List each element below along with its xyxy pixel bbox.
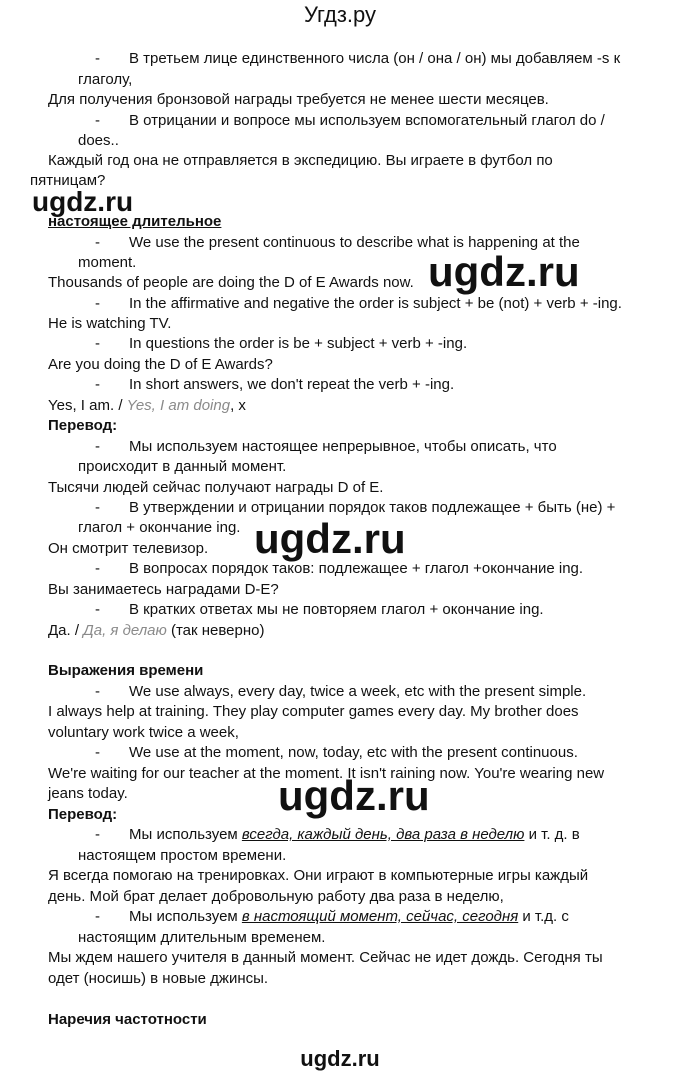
text-line: Он смотрит телевизор.: [48, 540, 209, 557]
text-line: Вы занимаетесь наградами D-E?: [48, 581, 279, 598]
bullet-dash: -: [95, 908, 100, 925]
incorrect-example: Да, я делаю: [83, 622, 167, 639]
section-heading: настоящее длительное: [48, 213, 222, 230]
text-line: [129, 908, 569, 926]
text-line: does..: [78, 132, 119, 149]
text-line: Каждый год она не отправляется в экспедицию. Вы играете в футбол по: [48, 152, 553, 169]
text-line: [48, 622, 264, 640]
text-line: I always help at training. They play computer games every day. My brother does: [48, 703, 579, 720]
text-line: В утверждении и отрицании порядок таков подлежащее + быть (не) +: [129, 499, 616, 516]
text-line: [129, 826, 580, 844]
bullet-dash: -: [95, 295, 100, 312]
text-line: Мы ждем нашего учителя в данный момент. Сейчас не идет дождь. Сегодня ты: [48, 949, 603, 966]
text-line: В вопросах порядок таков: подлежащее + глагол +окончание ing.: [129, 560, 584, 577]
text-line: We use at the moment, now, today, etc with the present continuous.: [129, 744, 578, 761]
bullet-dash: -: [95, 335, 100, 352]
text-line: We use the present continuous to describe what is happening at the: [129, 234, 580, 251]
text-line: день. Мой брат делает добровольную работу два раза в неделю,: [48, 888, 504, 905]
bullet-dash: -: [95, 683, 100, 700]
section-heading: Перевод:: [48, 417, 118, 434]
text-line: [48, 397, 246, 415]
section-heading: Наречия частотности: [48, 1011, 207, 1028]
bullet-dash: -: [95, 499, 100, 516]
text-line: Thousands of people are doing the D of E Awards now.: [48, 274, 414, 291]
text-span: и т.д. с: [518, 908, 569, 925]
text-line: We use always, every day, twice a week, etc with the present simple.: [129, 683, 587, 700]
text-line: moment.: [78, 254, 137, 271]
site-header[interactable]: Угдз.ру: [303, 2, 377, 27]
text-span: Мы используем: [129, 908, 242, 925]
emphasized-phrase: в настоящий момент, сейчас, сегодня: [241, 908, 519, 925]
text-line: Для получения бронзовой награды требуется не менее шести месяцев.: [48, 91, 549, 108]
bullet-dash: -: [95, 601, 100, 618]
watermark: ugdz.ru: [278, 772, 430, 819]
bullet-dash: -: [95, 112, 100, 129]
text-line: Are you doing the D of E Awards?: [48, 356, 273, 373]
incorrect-example: Yes, I am doing: [126, 397, 231, 414]
emphasized-phrase: всегда, каждый день, два раза в неделю: [241, 826, 525, 843]
section-heading: Перевод:: [48, 806, 118, 823]
text-span: Мы используем: [129, 826, 242, 843]
text-line: одет (носишь) в новые джинсы.: [48, 970, 269, 987]
text-line: глагол + окончание ing.: [78, 519, 241, 536]
text-line: In short answers, we don't repeat the verb + -ing.: [129, 376, 455, 393]
bullet-dash: -: [95, 744, 100, 761]
watermark: ugdz.ru: [254, 515, 406, 562]
text-line: настоящим длительным временем.: [78, 929, 326, 946]
text-line: пятницам?: [30, 172, 106, 189]
watermark: ugdz.ru: [428, 248, 580, 295]
bullet-dash: -: [95, 826, 100, 843]
text-span: Да. /: [48, 622, 84, 639]
text-line: jeans today.: [48, 785, 128, 802]
bullet-dash: -: [95, 234, 100, 251]
bullet-dash: -: [95, 50, 100, 67]
footer-watermark[interactable]: ugdz.ru: [300, 1046, 380, 1071]
text-line: настоящем простом времени.: [78, 847, 287, 864]
bullet-dash: -: [95, 560, 100, 577]
text-line: He is watching TV.: [48, 315, 172, 332]
text-line: Тысячи людей сейчас получают награды D of E.: [48, 479, 384, 496]
text-line: В третьем лице единственного числа (он / она / он) мы добавляем -s к: [129, 50, 621, 67]
text-span: (так неверно): [166, 622, 265, 639]
text-line: В кратких ответах мы не повторяем глагол + окончание ing.: [129, 601, 544, 618]
text-span: Yes, I am. /: [48, 397, 127, 414]
text-line: В отрицании и вопросе мы используем вспомогательный глагол do /: [129, 112, 605, 129]
bullet-dash: -: [95, 438, 100, 455]
bullet-dash: -: [95, 376, 100, 393]
text-line: Мы используем настоящее непрерывное, чтобы описать, что: [129, 438, 557, 455]
text-span: и т. д. в: [524, 826, 580, 843]
text-line: voluntary work twice a week,: [48, 724, 239, 741]
text-line: Я всегда помогаю на тренировках. Они играют в компьютерные игры каждый: [48, 867, 589, 884]
section-heading: Выражения времени: [48, 662, 204, 679]
text-line: In the affirmative and negative the order is subject + be (not) + verb + -ing.: [129, 295, 622, 312]
text-line: We're waiting for our teacher at the moment. It isn't raining now. You're wearing new: [48, 765, 605, 782]
text-line: происходит в данный момент.: [78, 458, 287, 475]
text-line: глаголу,: [78, 71, 133, 88]
text-span: , x: [230, 397, 246, 414]
text-line: In questions the order is be + subject + verb + -ing.: [129, 335, 468, 352]
watermark: ugdz.ru: [32, 186, 134, 217]
